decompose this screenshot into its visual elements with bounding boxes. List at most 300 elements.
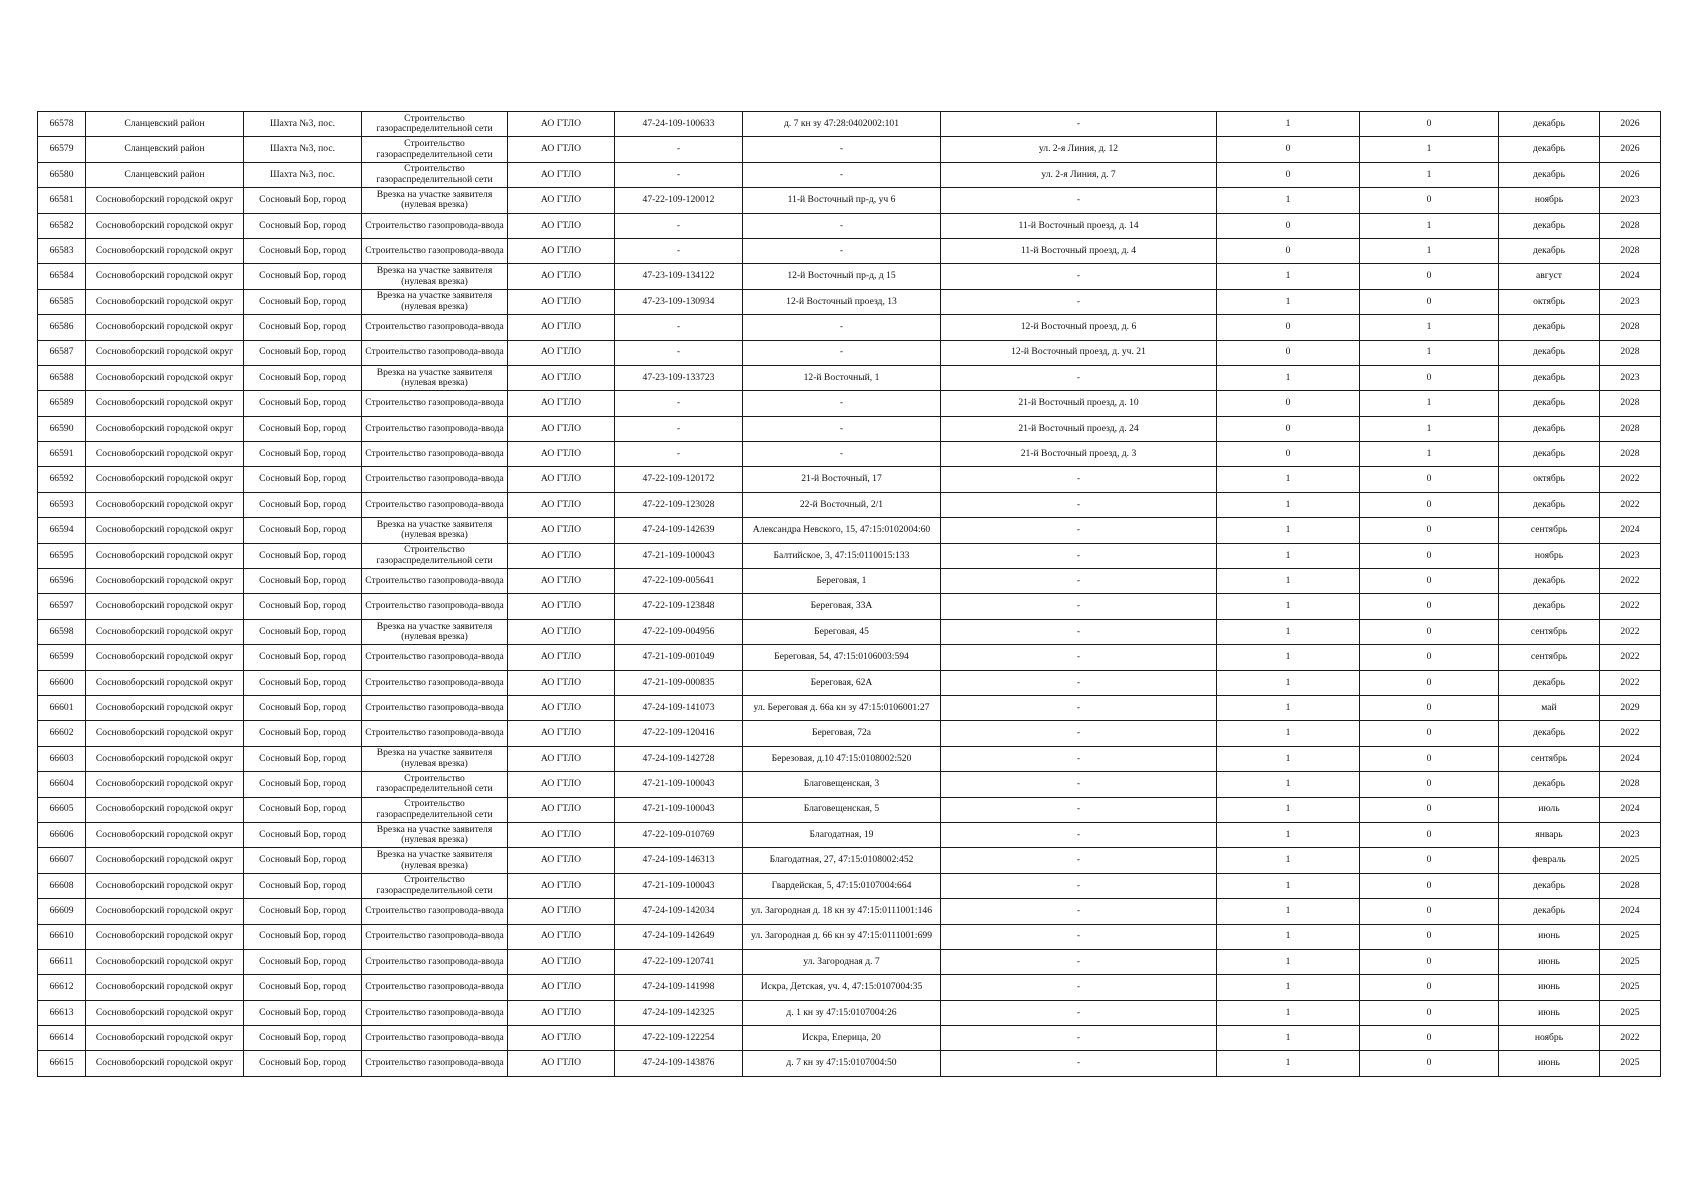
cell-district: Сосновоборский городской округ: [86, 264, 244, 289]
cell-object-address: -: [941, 594, 1217, 619]
cell-address: 12-й Восточный, 1: [743, 365, 941, 390]
cell-count-b: 0: [1360, 264, 1499, 289]
cell-year: 2022: [1600, 492, 1661, 517]
cell-work-type: Строительство газопровода-ввода: [362, 442, 508, 467]
cell-count-a: 0: [1217, 137, 1360, 162]
table-row: [38, 1026, 1661, 1051]
cell-settlement: Сосновый Бор, город: [244, 340, 362, 365]
table-row: [38, 949, 1661, 974]
cell-record-number: 66585: [38, 289, 86, 314]
cell-organization: АО ГТЛО: [508, 213, 615, 238]
cell-application-number: 47-24-109-142034: [615, 899, 743, 924]
cell-work-type: Строительство газораспределительной сети: [362, 797, 508, 822]
cell-organization: АО ГТЛО: [508, 238, 615, 263]
cell-count-a: 1: [1217, 746, 1360, 771]
cell-district: Сосновоборский городской округ: [86, 899, 244, 924]
cell-record-number: 66600: [38, 670, 86, 695]
cell-organization: АО ГТЛО: [508, 391, 615, 416]
cell-year: 2028: [1600, 391, 1661, 416]
cell-count-b: 0: [1360, 594, 1499, 619]
cell-record-number: 66598: [38, 619, 86, 644]
cell-month: июнь: [1499, 1051, 1600, 1076]
cell-address: 12-й Восточный проезд, 13: [743, 289, 941, 314]
cell-year: 2028: [1600, 315, 1661, 340]
cell-year: 2022: [1600, 645, 1661, 670]
cell-month: декабрь: [1499, 492, 1600, 517]
cell-application-number: 47-24-109-142639: [615, 518, 743, 543]
cell-month: февраль: [1499, 848, 1600, 873]
cell-object-address: -: [941, 949, 1217, 974]
cell-application-number: -: [615, 213, 743, 238]
cell-year: 2025: [1600, 924, 1661, 949]
cell-month: ноябрь: [1499, 188, 1600, 213]
cell-application-number: 47-22-109-005641: [615, 569, 743, 594]
cell-record-number: 66610: [38, 924, 86, 949]
cell-district: Сосновоборский городской округ: [86, 695, 244, 720]
cell-work-type: Врезка на участке заявителя (нулевая врезка): [362, 848, 508, 873]
cell-district: Сосновоборский городской округ: [86, 569, 244, 594]
table-row: [38, 162, 1661, 187]
table-row: [38, 670, 1661, 695]
cell-address: -: [743, 238, 941, 263]
table-row: [38, 899, 1661, 924]
cell-object-address: -: [941, 518, 1217, 543]
cell-record-number: 66583: [38, 238, 86, 263]
cell-count-a: 1: [1217, 365, 1360, 390]
cell-address: -: [743, 340, 941, 365]
cell-settlement: Сосновый Бор, город: [244, 721, 362, 746]
cell-organization: АО ГТЛО: [508, 1000, 615, 1025]
cell-month: январь: [1499, 822, 1600, 847]
cell-organization: АО ГТЛО: [508, 543, 615, 568]
cell-count-b: 0: [1360, 949, 1499, 974]
cell-district: Сосновоборский городской округ: [86, 822, 244, 847]
cell-organization: АО ГТЛО: [508, 1026, 615, 1051]
cell-count-b: 1: [1360, 137, 1499, 162]
cell-district: Сосновоборский городской округ: [86, 594, 244, 619]
cell-application-number: -: [615, 416, 743, 441]
cell-record-number: 66609: [38, 899, 86, 924]
cell-month: октябрь: [1499, 289, 1600, 314]
cell-count-b: 0: [1360, 1026, 1499, 1051]
cell-district: Сосновоборский городской округ: [86, 1051, 244, 1076]
cell-year: 2025: [1600, 1000, 1661, 1025]
cell-count-b: 0: [1360, 112, 1499, 137]
cell-work-type: Строительство газораспределительной сети: [362, 772, 508, 797]
cell-district: Сосновоборский городской округ: [86, 1000, 244, 1025]
cell-count-b: 0: [1360, 924, 1499, 949]
cell-settlement: Сосновый Бор, город: [244, 492, 362, 517]
cell-year: 2025: [1600, 848, 1661, 873]
cell-count-b: 0: [1360, 188, 1499, 213]
cell-district: Сосновоборский городской округ: [86, 772, 244, 797]
cell-application-number: 47-22-109-004956: [615, 619, 743, 644]
cell-district: Сосновоборский городской округ: [86, 213, 244, 238]
cell-count-b: 0: [1360, 797, 1499, 822]
cell-address: Благовещенская, 5: [743, 797, 941, 822]
cell-organization: АО ГТЛО: [508, 467, 615, 492]
cell-district: Сланцевский район: [86, 137, 244, 162]
table-row: [38, 492, 1661, 517]
table-row: [38, 238, 1661, 263]
cell-object-address: ул. 2-я Линия, д. 7: [941, 162, 1217, 187]
cell-organization: АО ГТЛО: [508, 873, 615, 898]
cell-record-number: 66602: [38, 721, 86, 746]
cell-count-a: 1: [1217, 645, 1360, 670]
cell-object-address: -: [941, 670, 1217, 695]
cell-month: декабрь: [1499, 873, 1600, 898]
cell-record-number: 66612: [38, 975, 86, 1000]
cell-year: 2028: [1600, 340, 1661, 365]
cell-record-number: 66603: [38, 746, 86, 771]
cell-settlement: Шахта №3, пос.: [244, 112, 362, 137]
cell-work-type: Врезка на участке заявителя (нулевая врезка): [362, 188, 508, 213]
cell-object-address: -: [941, 772, 1217, 797]
cell-settlement: Шахта №3, пос.: [244, 137, 362, 162]
cell-object-address: -: [941, 492, 1217, 517]
cell-organization: АО ГТЛО: [508, 772, 615, 797]
cell-organization: АО ГТЛО: [508, 315, 615, 340]
cell-work-type: Строительство газопровода-ввода: [362, 949, 508, 974]
cell-count-a: 0: [1217, 340, 1360, 365]
cell-record-number: 66588: [38, 365, 86, 390]
table-row: [38, 467, 1661, 492]
cell-object-address: 11-й Восточный проезд, д. 14: [941, 213, 1217, 238]
cell-month: сентябрь: [1499, 619, 1600, 644]
cell-district: Сосновоборский городской округ: [86, 391, 244, 416]
cell-month: декабрь: [1499, 569, 1600, 594]
cell-record-number: 66613: [38, 1000, 86, 1025]
cell-work-type: Строительство газопровода-ввода: [362, 492, 508, 517]
cell-count-a: 1: [1217, 619, 1360, 644]
cell-count-a: 1: [1217, 949, 1360, 974]
cell-month: декабрь: [1499, 670, 1600, 695]
cell-count-b: 0: [1360, 772, 1499, 797]
cell-address: -: [743, 416, 941, 441]
cell-address: Балтийское, 3, 47:15:0110015:133: [743, 543, 941, 568]
cell-year: 2026: [1600, 137, 1661, 162]
cell-work-type: Строительство газопровода-ввода: [362, 594, 508, 619]
cell-record-number: 66579: [38, 137, 86, 162]
cell-month: декабрь: [1499, 442, 1600, 467]
cell-object-address: -: [941, 1051, 1217, 1076]
cell-settlement: Сосновый Бор, город: [244, 1000, 362, 1025]
cell-district: Сосновоборский городской округ: [86, 746, 244, 771]
cell-work-type: Строительство газопровода-ввода: [362, 975, 508, 1000]
cell-address: Береговая, 54, 47:15:0106003:594: [743, 645, 941, 670]
cell-object-address: -: [941, 822, 1217, 847]
cell-record-number: 66594: [38, 518, 86, 543]
cell-organization: АО ГТЛО: [508, 670, 615, 695]
cell-organization: АО ГТЛО: [508, 492, 615, 517]
cell-settlement: Сосновый Бор, город: [244, 848, 362, 873]
cell-application-number: 47-23-109-133723: [615, 365, 743, 390]
table-row: [38, 822, 1661, 847]
cell-settlement: Сосновый Бор, город: [244, 518, 362, 543]
cell-count-a: 1: [1217, 1000, 1360, 1025]
cell-year: 2022: [1600, 569, 1661, 594]
cell-count-b: 1: [1360, 416, 1499, 441]
cell-count-a: 1: [1217, 569, 1360, 594]
cell-count-b: 0: [1360, 492, 1499, 517]
cell-settlement: Сосновый Бор, город: [244, 619, 362, 644]
cell-work-type: Врезка на участке заявителя (нулевая врезка): [362, 619, 508, 644]
cell-month: август: [1499, 264, 1600, 289]
cell-object-address: -: [941, 899, 1217, 924]
cell-record-number: 66599: [38, 645, 86, 670]
cell-organization: АО ГТЛО: [508, 416, 615, 441]
cell-work-type: Строительство газопровода-ввода: [362, 645, 508, 670]
cell-settlement: Сосновый Бор, город: [244, 442, 362, 467]
table-row: [38, 112, 1661, 137]
cell-month: июль: [1499, 797, 1600, 822]
cell-object-address: 21-й Восточный проезд, д. 10: [941, 391, 1217, 416]
table-row: [38, 1051, 1661, 1076]
cell-organization: АО ГТЛО: [508, 949, 615, 974]
cell-count-a: 0: [1217, 213, 1360, 238]
cell-record-number: 66601: [38, 695, 86, 720]
cell-work-type: Строительство газопровода-ввода: [362, 569, 508, 594]
cell-address: 22-й Восточный, 2/1: [743, 492, 941, 517]
cell-address: ул. Загородная д. 66 кн зу 47:15:0111001:699: [743, 924, 941, 949]
cell-record-number: 66591: [38, 442, 86, 467]
cell-year: 2023: [1600, 188, 1661, 213]
cell-count-b: 0: [1360, 822, 1499, 847]
table-row: [38, 975, 1661, 1000]
cell-year: 2023: [1600, 822, 1661, 847]
table-row: [38, 391, 1661, 416]
cell-count-a: 0: [1217, 238, 1360, 263]
cell-month: декабрь: [1499, 213, 1600, 238]
cell-month: сентябрь: [1499, 518, 1600, 543]
cell-organization: АО ГТЛО: [508, 975, 615, 1000]
cell-count-a: 0: [1217, 416, 1360, 441]
cell-year: 2022: [1600, 1026, 1661, 1051]
cell-organization: АО ГТЛО: [508, 289, 615, 314]
cell-application-number: -: [615, 391, 743, 416]
cell-record-number: 66578: [38, 112, 86, 137]
cell-year: 2024: [1600, 518, 1661, 543]
cell-month: декабрь: [1499, 391, 1600, 416]
cell-address: -: [743, 162, 941, 187]
table-row: [38, 1000, 1661, 1025]
cell-settlement: Сосновый Бор, город: [244, 772, 362, 797]
cell-year: 2024: [1600, 899, 1661, 924]
cell-record-number: 66615: [38, 1051, 86, 1076]
table-row: [38, 848, 1661, 873]
cell-address: -: [743, 391, 941, 416]
cell-work-type: Строительство газораспределительной сети: [362, 543, 508, 568]
cell-organization: АО ГТЛО: [508, 569, 615, 594]
cell-address: Береговая, 62А: [743, 670, 941, 695]
cell-object-address: -: [941, 721, 1217, 746]
cell-settlement: Сосновый Бор, город: [244, 1026, 362, 1051]
cell-count-a: 1: [1217, 112, 1360, 137]
cell-address: 21-й Восточный, 17: [743, 467, 941, 492]
cell-application-number: 47-21-109-001049: [615, 645, 743, 670]
cell-record-number: 66606: [38, 822, 86, 847]
cell-address: Благодатная, 19: [743, 822, 941, 847]
cell-district: Сосновоборский городской округ: [86, 975, 244, 1000]
cell-organization: АО ГТЛО: [508, 442, 615, 467]
cell-record-number: 66582: [38, 213, 86, 238]
cell-settlement: Сосновый Бор, город: [244, 416, 362, 441]
cell-year: 2028: [1600, 416, 1661, 441]
cell-settlement: Сосновый Бор, город: [244, 365, 362, 390]
cell-count-a: 1: [1217, 924, 1360, 949]
cell-object-address: 21-й Восточный проезд, д. 24: [941, 416, 1217, 441]
cell-work-type: Врезка на участке заявителя (нулевая врезка): [362, 822, 508, 847]
cell-object-address: -: [941, 645, 1217, 670]
cell-district: Сосновоборский городской округ: [86, 797, 244, 822]
cell-count-b: 1: [1360, 340, 1499, 365]
table-row: [38, 772, 1661, 797]
cell-record-number: 66611: [38, 949, 86, 974]
cell-record-number: 66596: [38, 569, 86, 594]
table-row: [38, 543, 1661, 568]
cell-record-number: 66604: [38, 772, 86, 797]
data-table: [37, 111, 1661, 1077]
cell-application-number: 47-22-109-123028: [615, 492, 743, 517]
cell-count-a: 0: [1217, 162, 1360, 187]
cell-application-number: 47-24-109-143876: [615, 1051, 743, 1076]
cell-settlement: Сосновый Бор, город: [244, 975, 362, 1000]
cell-settlement: Сосновый Бор, город: [244, 569, 362, 594]
cell-year: 2028: [1600, 238, 1661, 263]
cell-district: Сосновоборский городской округ: [86, 670, 244, 695]
cell-application-number: 47-24-109-141073: [615, 695, 743, 720]
table-row: [38, 721, 1661, 746]
cell-organization: АО ГТЛО: [508, 721, 615, 746]
cell-object-address: 12-й Восточный проезд, д. уч. 21: [941, 340, 1217, 365]
cell-record-number: 66589: [38, 391, 86, 416]
cell-work-type: Строительство газопровода-ввода: [362, 1051, 508, 1076]
cell-count-b: 0: [1360, 848, 1499, 873]
cell-district: Сосновоборский городской округ: [86, 467, 244, 492]
cell-work-type: Врезка на участке заявителя (нулевая врезка): [362, 289, 508, 314]
cell-count-a: 1: [1217, 467, 1360, 492]
cell-work-type: Строительство газопровода-ввода: [362, 391, 508, 416]
cell-work-type: Строительство газопровода-ввода: [362, 340, 508, 365]
cell-work-type: Строительство газопровода-ввода: [362, 315, 508, 340]
table-row: [38, 289, 1661, 314]
cell-organization: АО ГТЛО: [508, 594, 615, 619]
cell-count-b: 0: [1360, 289, 1499, 314]
cell-year: 2024: [1600, 264, 1661, 289]
cell-count-b: 0: [1360, 873, 1499, 898]
cell-organization: АО ГТЛО: [508, 112, 615, 137]
cell-work-type: Строительство газопровода-ввода: [362, 670, 508, 695]
table-row: [38, 137, 1661, 162]
table-row: [38, 746, 1661, 771]
cell-application-number: 47-21-109-100043: [615, 543, 743, 568]
cell-address: Искра, Еперица, 20: [743, 1026, 941, 1051]
cell-object-address: -: [941, 543, 1217, 568]
cell-object-address: ул. 2-я Линия, д. 12: [941, 137, 1217, 162]
cell-address: д. 7 кн зу 47:15:0107004:50: [743, 1051, 941, 1076]
cell-month: июнь: [1499, 1000, 1600, 1025]
cell-count-a: 1: [1217, 975, 1360, 1000]
cell-month: декабрь: [1499, 416, 1600, 441]
cell-settlement: Сосновый Бор, город: [244, 264, 362, 289]
cell-application-number: 47-21-109-000835: [615, 670, 743, 695]
cell-count-b: 0: [1360, 1051, 1499, 1076]
cell-organization: АО ГТЛО: [508, 619, 615, 644]
cell-application-number: 47-23-109-130934: [615, 289, 743, 314]
cell-month: май: [1499, 695, 1600, 720]
cell-year: 2028: [1600, 213, 1661, 238]
cell-count-b: 0: [1360, 543, 1499, 568]
cell-district: Сланцевский район: [86, 112, 244, 137]
cell-year: 2028: [1600, 442, 1661, 467]
cell-organization: АО ГТЛО: [508, 695, 615, 720]
cell-count-a: 1: [1217, 822, 1360, 847]
cell-work-type: Строительство газопровода-ввода: [362, 238, 508, 263]
cell-count-b: 1: [1360, 442, 1499, 467]
cell-count-a: 1: [1217, 543, 1360, 568]
cell-application-number: 47-22-109-120012: [615, 188, 743, 213]
cell-district: Сосновоборский городской округ: [86, 873, 244, 898]
cell-month: декабрь: [1499, 340, 1600, 365]
cell-count-a: 1: [1217, 289, 1360, 314]
cell-organization: АО ГТЛО: [508, 162, 615, 187]
cell-application-number: -: [615, 238, 743, 263]
cell-month: декабрь: [1499, 899, 1600, 924]
table-row: [38, 645, 1661, 670]
cell-application-number: 47-21-109-100043: [615, 797, 743, 822]
cell-month: июнь: [1499, 949, 1600, 974]
cell-count-a: 1: [1217, 899, 1360, 924]
cell-month: декабрь: [1499, 594, 1600, 619]
cell-organization: АО ГТЛО: [508, 797, 615, 822]
cell-work-type: Строительство газопровода-ввода: [362, 899, 508, 924]
cell-district: Сосновоборский городской округ: [86, 924, 244, 949]
cell-object-address: -: [941, 467, 1217, 492]
cell-address: -: [743, 137, 941, 162]
cell-year: 2024: [1600, 746, 1661, 771]
cell-count-b: 0: [1360, 1000, 1499, 1025]
cell-organization: АО ГТЛО: [508, 645, 615, 670]
cell-address: д. 7 кн зу 47:28:0402002:101: [743, 112, 941, 137]
cell-settlement: Сосновый Бор, город: [244, 645, 362, 670]
cell-district: Сосновоборский городской округ: [86, 1026, 244, 1051]
cell-year: 2025: [1600, 1051, 1661, 1076]
cell-district: Сосновоборский городской округ: [86, 289, 244, 314]
cell-count-b: 0: [1360, 365, 1499, 390]
cell-settlement: Сосновый Бор, город: [244, 695, 362, 720]
cell-settlement: Сосновый Бор, город: [244, 391, 362, 416]
cell-count-b: 1: [1360, 315, 1499, 340]
cell-address: -: [743, 213, 941, 238]
cell-record-number: 66590: [38, 416, 86, 441]
table-row: [38, 442, 1661, 467]
cell-object-address: 12-й Восточный проезд, д. 6: [941, 315, 1217, 340]
cell-count-a: 1: [1217, 873, 1360, 898]
cell-count-b: 0: [1360, 746, 1499, 771]
cell-count-b: 1: [1360, 162, 1499, 187]
cell-count-a: 0: [1217, 442, 1360, 467]
cell-application-number: -: [615, 162, 743, 187]
cell-count-b: 0: [1360, 467, 1499, 492]
cell-count-a: 1: [1217, 695, 1360, 720]
cell-month: декабрь: [1499, 112, 1600, 137]
cell-count-a: 1: [1217, 772, 1360, 797]
cell-address: д. 1 кн зу 47:15:0107004:26: [743, 1000, 941, 1025]
cell-object-address: -: [941, 797, 1217, 822]
cell-settlement: Сосновый Бор, город: [244, 924, 362, 949]
cell-object-address: -: [941, 1000, 1217, 1025]
cell-settlement: Сосновый Бор, город: [244, 213, 362, 238]
